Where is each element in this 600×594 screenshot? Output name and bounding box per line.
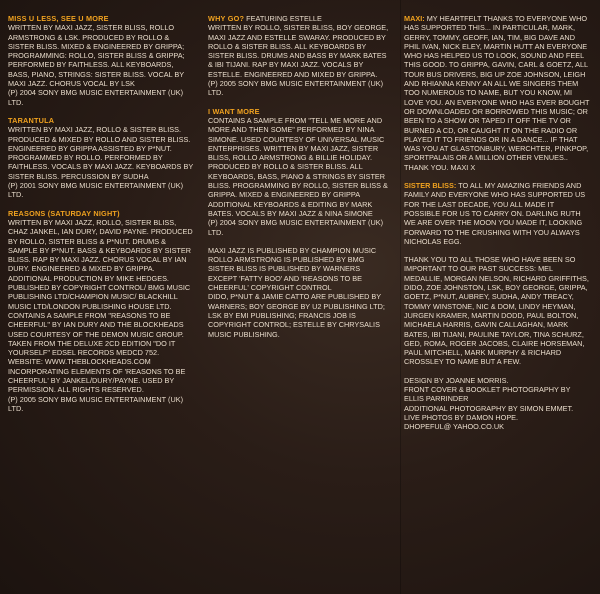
- track-heading: [208, 14, 390, 23]
- publishing-info: [208, 246, 390, 339]
- track-title: MISS U LESS, SEE U MORE: [8, 14, 109, 23]
- credit-line: ADDITIONAL PHOTOGRAPHY BY SIMON EMMET.: [404, 403, 574, 413]
- track-title: WHY GO?: [208, 14, 245, 23]
- publishing-text: MAXI JAZZ IS PUBLISHED BY CHAMPION MUSIC ROLLO ARMSTRONG IS PUBLISHED BY BMG SISTER BLISS IS PUBLISHED BY WARNERS EXCEPT 'FATTY BOO' AND 'REASONS TO BE CHEERFUL' COPYRIGHT CONTROL: [208, 245, 377, 293]
- track-credits: CONTAINS A SAMPLE FROM "TELL ME MORE AND MORE AND THEN SOME" PERFORMED BY NINA SIMONE. USED COURTESY OF UNIVERSAL MUSIC ENTERPRISES. WRITTEN BY MAXI JAZZ, SISTER BLISS, ROLLO ARMSTRONG & BILLIE HOLIDAY. PRODUCED BY ROLLO & SISTER BLISS. ALL KEYBOARDS, BASS, PIANO & STRINGS BY SISTER BLISS. PROGRAMMING BY ROLLO, SISTER BLISS & GRIPPA. MIXED & ENGINEERED BY GRIPPA ADDITIONAL KEYBOARDS & EDITING BY MARK BATES. VOCALS BY MAXI JAZZ & NINA SIMONE: [208, 115, 388, 218]
- track-title: TARANTULA: [8, 115, 55, 125]
- thanks-label: SISTER BLISS:: [404, 181, 457, 191]
- track-copyright: (P) 2001 SONY BMG MUSIC ENTERTAINMENT (UK) LTD.: [8, 181, 184, 200]
- column-left: [8, 14, 194, 422]
- track-credits: WRITTEN BY MAXI JAZZ, ROLLO, SISTER BLISS, CHAZ JANKEL, IAN DURY, DAVID PAYNE. PRODUCED BY ROLLO, SISTER BLISS & P*NUT. DRUMS & SAMPLE BY P*NUT. BASS & KEYBOARDS BY SISTER BLISS. RAP BY MAXI JAZZ. CHORUS VOCAL BY IAN DURY. ENGINEERED & MIXED BY GRIPPA. ADDITIONAL PRODUCTION BY MIKE HEDGES. PUBLISHED BY COPYRIGHT CONTROL/ BMG MUSIC PUBLISHING LTD/CHAMPION MUSIC/ BLACKHILL MUSIC LTD/LONDON PUBLISHING HOUSE LTD. CONTAINS A SAMPLE FROM "REASONS TO BE CHEERFUL" BY IAN DURY AND THE BLOCKHEADS USED COURTESY OF THE DEMON MUSIC GROUP. TAKEN FROM THE DELUXE 2CD EDITION "DO IT YOURSELF" EDSEL RECORDS MEDCD 752. WEBSITE: WWW.THEBLOCKHEADS.COM INCORPORATING ELEMENTS OF 'REASONS TO BE CHEERFUL' BY JANKEL/DURY/PAYNE. USED BY PERMISSION. ALL RIGHTS RESERVED.: [8, 217, 193, 395]
- credit-line: FRONT COVER & BOOKLET PHOTOGRAPHY BY ELLIS PARRINDER: [404, 384, 571, 404]
- column-middle: [208, 14, 390, 348]
- track-title: I WANT MORE: [208, 106, 260, 116]
- track-reasons: [8, 209, 194, 414]
- design-credits: [404, 376, 592, 432]
- track-tarantula: [8, 116, 194, 200]
- fold-line: [400, 0, 401, 594]
- track-copyright: (P) 2004 SONY BMG MUSIC ENTERTAINMENT (UK) LTD.: [208, 218, 384, 237]
- thanks-body: MY HEARTFELT THANKS TO EVERYONE WHO HAS SUPPORTED THIS... IN PARTICULAR, MARK, GERRY, TOMMY, GEOFF, IAN, TIM, BIG DAVE AND PHIL IVAN, NICK ELEY, MARTIN HUTT AN EVERYONE WHO HAS HELPED US TO LOOK, SOUND AND FEEL THIS GOOD. TO GRIPPA, GAVIN, CARL & GOETZ, ALL TOUR BUS DRIVERS, BIG UP ZOE JOHNSON, LEIGH AND RHIANNA KENNY AN ALL WE SINGERS THEM TOO NUMEROUS TO NAME, BUT YOU KNOW, MI LOVE YOU. AN EVERYONE WHO HAS EVER BOUGHT OR DOWNLOADED OR BORROWED THIS MUSIC; OR BEEN TO A SHOW OR TAPED IT OFF THE TV OR BURNED A CD, OR CAUGHT IT ON THE RADIO OR PLAYED IT TO FRIENDS OR IN A DANCE... IF THAT WAS YOU AT GLASTONBURY, WERCHTER, PINKPOP, SPORTPALAIS OR A MILLION OTHER VENUES.. THANK YOU. MAXI X: [404, 14, 590, 172]
- track-featuring: FEATURING ESTELLE: [244, 14, 322, 23]
- publishing-text: DIDO, P*NUT & JAMIE CATTO ARE PUBLISHED BY WARNERS; BOY GEORGE BY U2 PUBLISHING LTD; LSK BY EMI PUBLISHING; FRANCIS JOB IS COPYRIGHT CONTROL; ESTELLE BY CHRYSALIS MUSIC PUBLISHING.: [208, 292, 385, 339]
- track-credits: WRITTEN BY MAXI JAZZ, SISTER BLISS, ROLLO ARMSTRONG & LSK. PRODUCED BY ROLLO & SISTER BLISS. MIXED & ENGINEERED BY GRIPPA; PROGRAMMING: ROLLO, SISTER BLISS & GRIPPA; PERFORMED BY FAITHLESS. ALL KEYBOARDS, BASS, PIANO, STRINGS: SISTER BLISS. VOCAL BY MAXI JAZZ. CHORUS VOCAL BY LSK: [8, 23, 185, 89]
- track-miss-u-less: [8, 14, 194, 107]
- credit-email: DHOPEFUL@ YAHOO.CO.UK: [404, 422, 504, 432]
- thanks-body: TO ALL MY AMAZING FRIENDS AND FAMILY AND EVERYONE WHO HAS SUPPORTED US FOR THE LAST DECADE, YOU ALL MADE IT POSSIBLE FOR US TO CARRY ON. DARLING RUTH WE ARE OVER THE MOON YOU MADE IT, LOOKING FORWARD TO THE CRUSHING WITH YOU ALWAYS NICHOLAS EGG.: [404, 181, 586, 246]
- track-copyright: (P) 2005 SONY BMG MUSIC ENTERTAINMENT (UK) LTD.: [8, 394, 184, 413]
- thanks-label: MAXI:: [404, 14, 425, 23]
- track-why-go: [208, 14, 390, 98]
- track-title: REASONS (SATURDAY NIGHT): [8, 208, 120, 218]
- thanks-sister-bliss: [404, 181, 592, 246]
- track-credits: WRITTEN BY ROLLO, SISTER BLISS, BOY GEORGE, MAXI JAZZ AND ESTELLE SWARAY. PRODUCED BY ROLLO & SISTER BLISS. ALL KEYBOARDS BY SISTER BLISS. DRUMS AND BASS BY MARK BATES & IBI TIJANI. RAP BY MAXI JAZZ. VOCALS BY ESTELLE. ENGINEERED AND MIXED BY GRIPPA.: [208, 23, 389, 79]
- credit-line: DESIGN BY JOANNE MORRIS.: [404, 375, 509, 385]
- track-credits: WRITTEN BY MAXI JAZZ, ROLLO & SISTER BLISS. PRODUCED & MIXED BY ROLLO AND SISTER BLISS. ENGINEERED BY GRIPPA ASSISTED BY P*NUT. PROGRAMMED BY ROLLO. PERFORMED BY FAITHLESS. VOCALS BY MAXI JAZZ. KEYBOARDS BY SISTER BLISS. PERCUSSION BY SUDHA: [8, 125, 194, 181]
- thanks-general: THANK YOU TO ALL THOSE WHO HAVE BEEN SO IMPORTANT TO OUR PAST SUCCESS: MEL MEDALLIE, MORGAN NELSON, RICHARD GRIFFITHS, DIDO, ZOE JOHNSTON, LSK, BOY GEORGE, GRIPPA, GOETZ, P*NUT, AUBREY, SUDHA, ANDY TREACY, TOMMY WINSTONE, NIC & DOM, LINDY HEYMAN, JURGEN KRAMER, MARTIN DODD, PAUL BOLTON, MICHAELA HARRIS, GAVIN CALLAGHAN, MARK BATES, IBI TIJANI, PAULINE TAYLOR, TINA SCHURZ, GED, ROMA, ROGER JACOBS, CLAIRE HORSEMAN, PAUL MITCHELL, MARK MURPHY & RICHARD CROSSLEY TO NAME BUT A FEW.: [404, 255, 589, 367]
- thanks-maxi: [404, 14, 592, 172]
- column-right: [404, 14, 592, 431]
- track-copyright: (P) 2005 SONY BMG MUSIC ENTERTAINMENT (UK) LTD.: [208, 79, 384, 98]
- track-i-want-more: [208, 107, 390, 237]
- credit-line: LIVE PHOTOS BY DAMON HOPE.: [404, 412, 519, 422]
- track-copyright: (P) 2004 SONY BMG MUSIC ENTERTAINMENT (UK) LTD.: [8, 88, 184, 107]
